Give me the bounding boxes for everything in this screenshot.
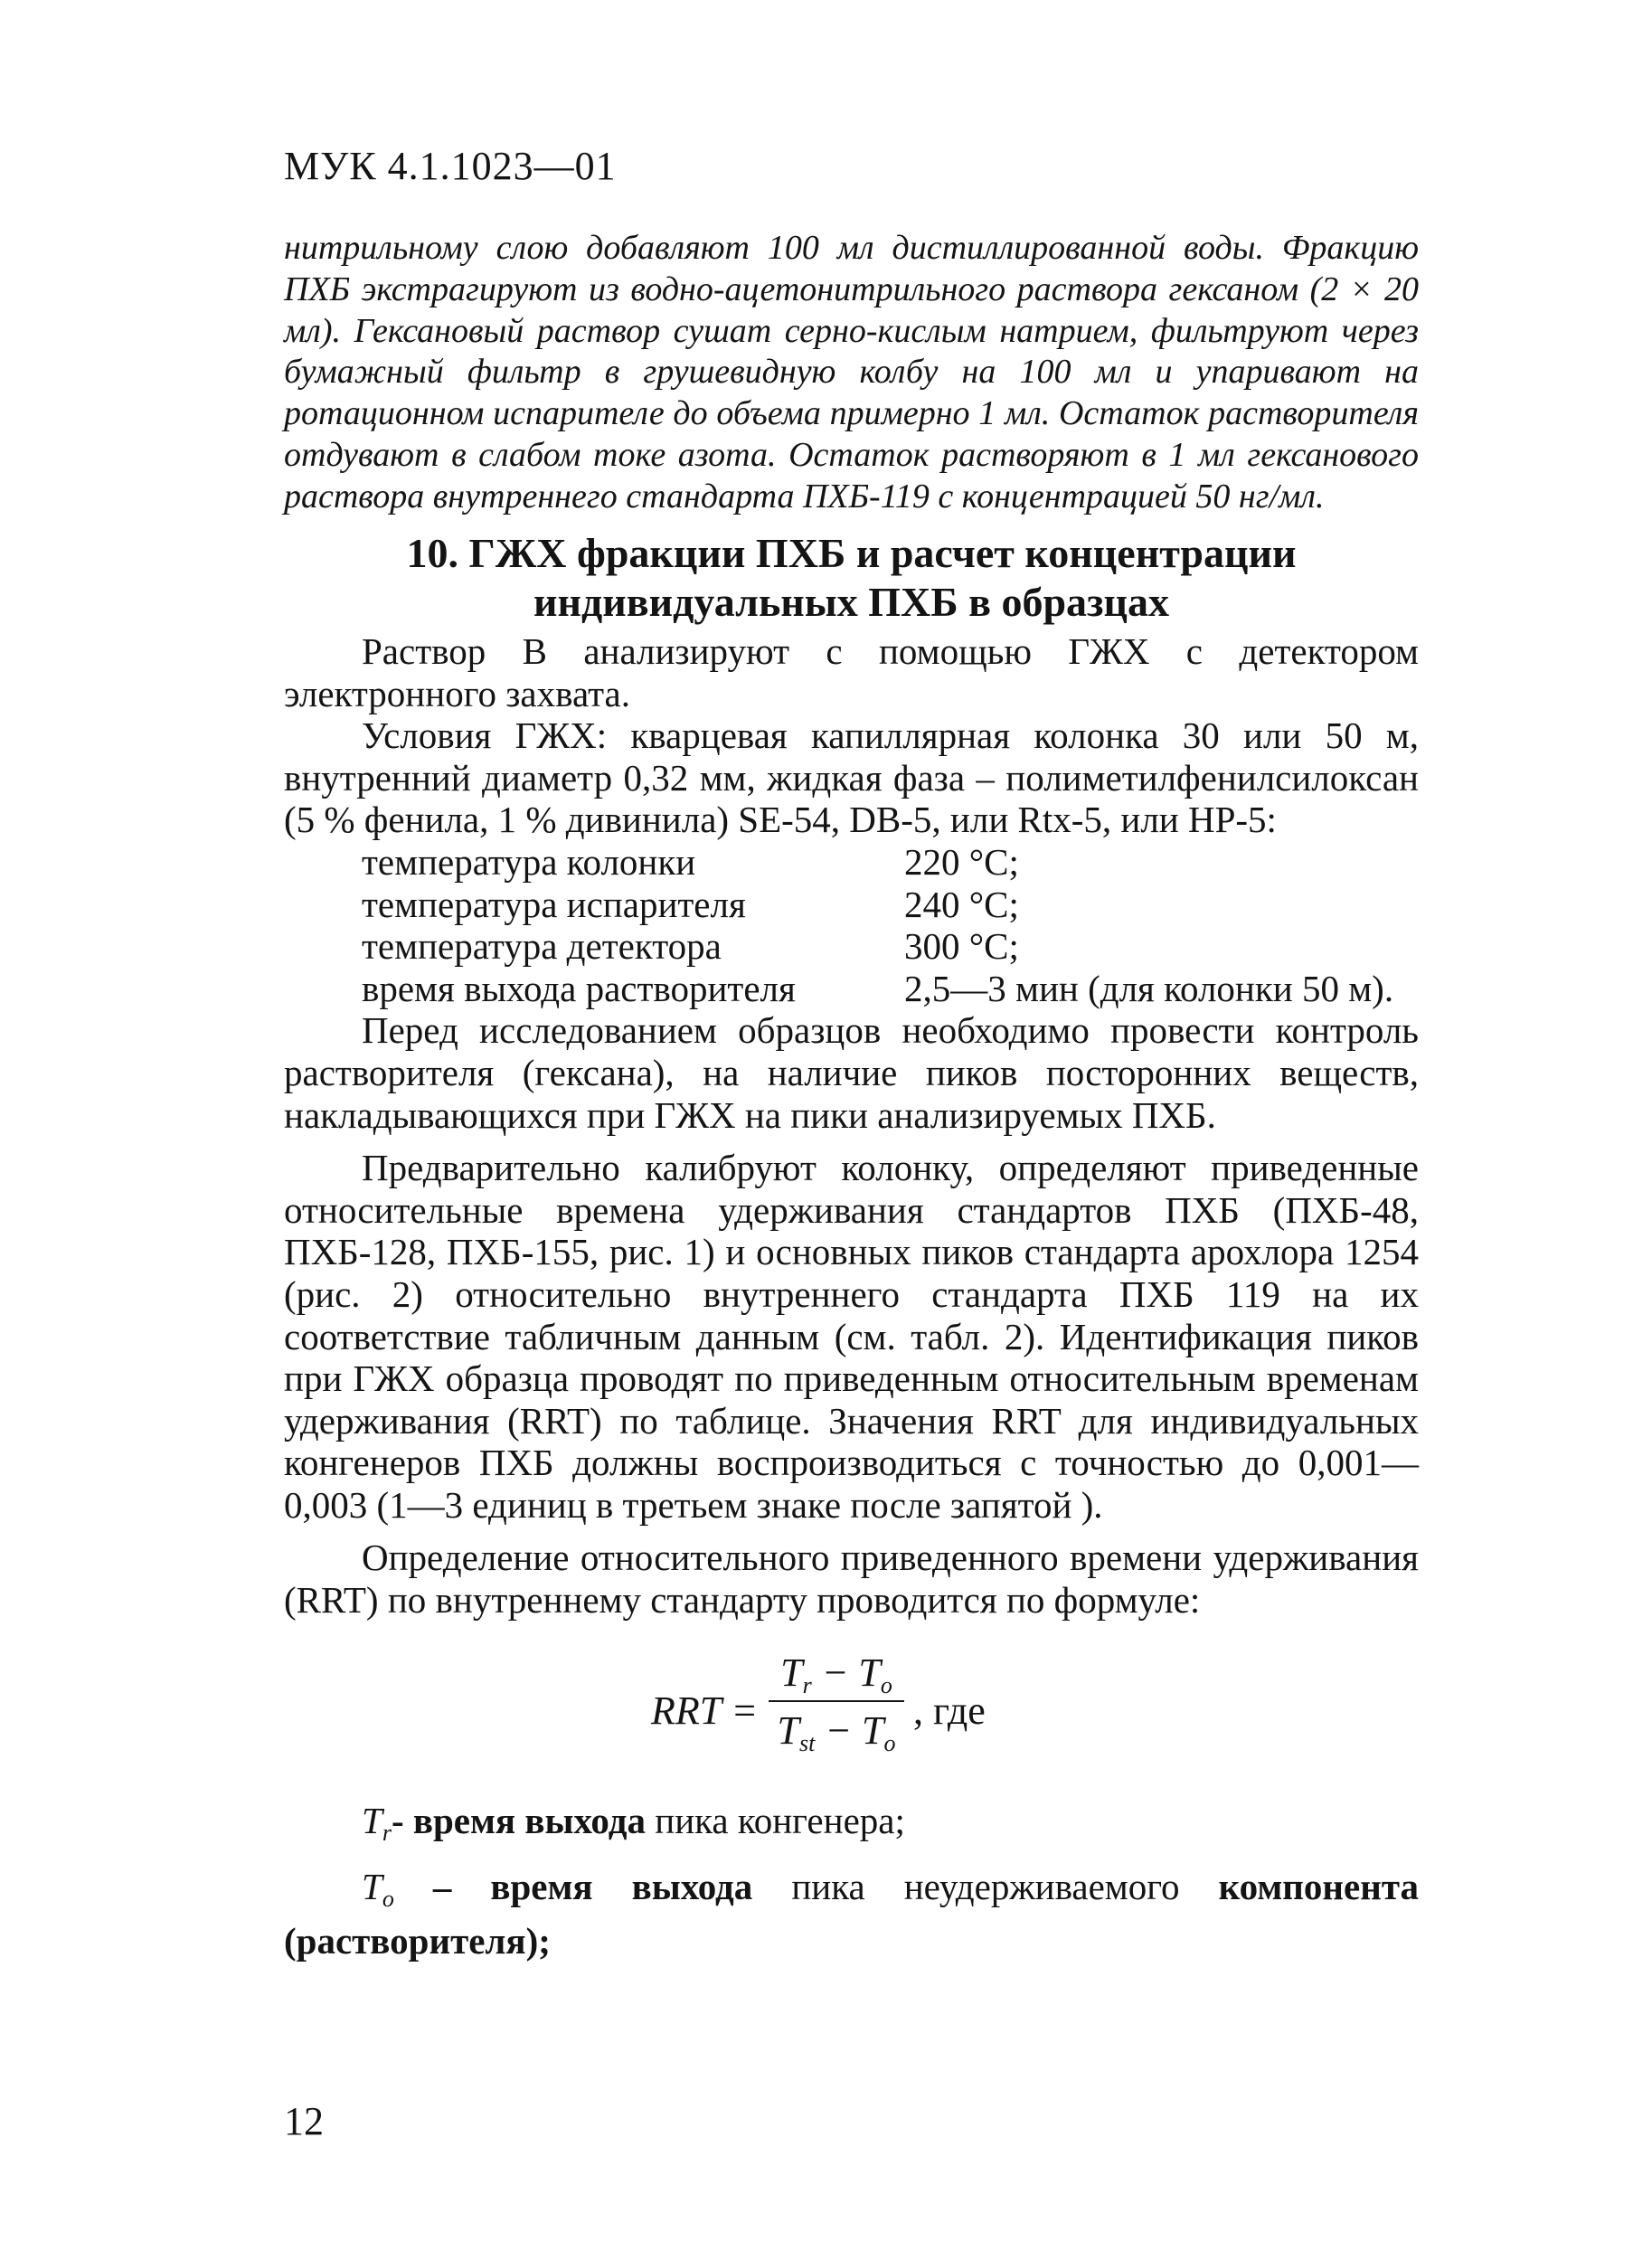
- formula-denominator: $T_{st} - T_o$: [777, 1708, 896, 1756]
- body-text: [284, 630, 1419, 1622]
- formula-lhs: RRT =: [651, 1688, 759, 1733]
- section-heading-line-2: индивидуальных ПХБ в образцах: [533, 579, 1170, 625]
- definition-to: $T_o$ – время выхода пика неудерживаемого компонента (растворителя);: [284, 1865, 1420, 1963]
- table-row: [284, 925, 1419, 968]
- paragraph-solution-analysis: Раствор В анализируют с помощью ГЖХ с детектором электронного захвата.: [284, 630, 1419, 714]
- paragraph-rrt-definition: Определение относительного приведенного времени удерживания (RRT) по внутреннему стандарту проводится по формуле:: [284, 1537, 1419, 1622]
- condition-value: 220 °С;: [904, 840, 1019, 883]
- formula-numerator: $T_r - T_o$: [780, 1650, 892, 1698]
- table-row: [284, 884, 1419, 926]
- table-row: [284, 841, 1419, 884]
- paragraph-calibration: Предварительно калибруют колонку, определяют приведенные относительные времена удерживания стандартов ПХБ (ПХБ-48, ПХБ-128, ПХБ-155, рис. 1) и основных пиков стандарта арохлора 1254 (рис. 2) относительно внутреннего стандарта ПХБ 119 на их соответствие табличным данным (см. табл. 2). Идентификация пиков при ГЖХ образца проводят по приведенным относительным временам удерживания (RRT) по таблице. Значения RRT для индивидуальных конгенеров ПХБ должны воспроизводиться с точностью до 0,001—0,003 (1—3 единиц в третьем знаке после запятой ).: [284, 1147, 1419, 1526]
- condition-param: температура испарителя: [362, 883, 746, 925]
- formula-where: , где: [913, 1688, 986, 1733]
- formula-definitions: [284, 1800, 1419, 1973]
- section-heading-line-1: 10. ГЖХ фракции ПХБ и расчет концентрации: [406, 530, 1297, 576]
- formula-fraction: [769, 1646, 904, 1756]
- conditions-table: [284, 841, 1419, 1009]
- condition-param: температура колонки: [362, 840, 696, 883]
- page-number: 12: [284, 2099, 324, 2143]
- section-heading: [284, 529, 1419, 627]
- italic-paragraph: нитрильному слою добавляют 100 мл дистиллированной воды. Фракцию ПХБ экстрагируют из водно-ацетонитрильного раствора гексаном (2 × 20 мл). Гексановый раствор сушат серно-кислым натрием, фильтруют через бумажный фильтр в грушевидную колбу на 100 мл и упаривают на ротационном испарителе до объема примерно 1 мл. Остаток растворителя отдувают в слабом токе азота. Остаток растворяют в 1 мл гексанового раствора внутреннего стандарта ПХБ-119 с концентрацией 50 нг/мл.: [284, 229, 1419, 515]
- table-row: [284, 968, 1419, 1010]
- document-code: МУК 4.1.1023—01: [284, 144, 617, 188]
- definition-tr: $T_r-$ время выхода пика конгенера;: [362, 1800, 905, 1846]
- condition-value: 240 °С;: [904, 883, 1019, 925]
- rrt-formula: [651, 1646, 1194, 1773]
- paragraph-gc-conditions: Условия ГЖХ: кварцевая капиллярная колонка 30 или 50 м, внутренний диаметр 0,32 мм, жидкая фаза – полиметилфенилсилоксан (5 % фенила, 1 % дивинила) SE-54, DB-5, или Rtx-5, или HP-5:: [284, 714, 1419, 841]
- paragraph-solvent-control: Перед исследованием образцов необходимо провести контроль растворителя (гексана), на наличие пиков посторонних веществ, накладывающихся при ГЖХ на пики анализируемых ПХБ.: [284, 1009, 1419, 1136]
- condition-param: температура детектора: [362, 925, 722, 968]
- condition-value: 2,5—3 мин (для колонки 50 м).: [904, 967, 1394, 1009]
- condition-value: 300 °С;: [904, 925, 1019, 968]
- condition-param: время выхода растворителя: [362, 967, 796, 1009]
